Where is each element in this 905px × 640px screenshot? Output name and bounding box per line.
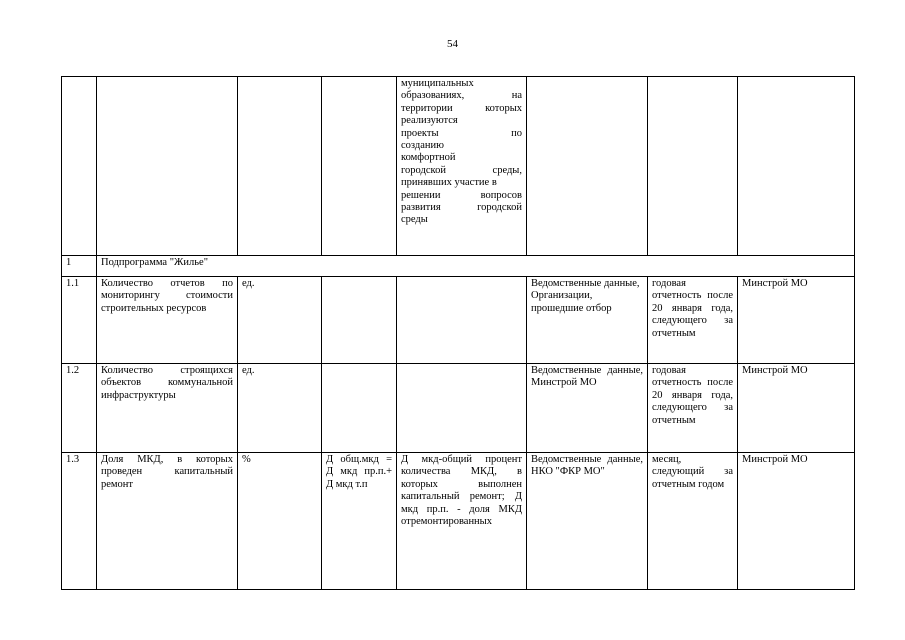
cell-unit: [238, 77, 322, 256]
text-line: образованиях, на: [401, 90, 522, 102]
table-row: [62, 453, 855, 590]
table-row: [62, 277, 855, 364]
row-responsible: Минстрой МО: [738, 453, 855, 590]
row-unit: ед.: [238, 277, 322, 364]
row-source: Ведомственные данные, Минстрой МО: [527, 364, 648, 453]
cell-responsible: [738, 77, 855, 256]
cell-number: [62, 77, 97, 256]
row-period: годовая отчетность после 20 января года, следующего за отчетным: [648, 364, 738, 453]
text-line: комфортной: [401, 152, 456, 164]
row-responsible: Минстрой МО: [738, 277, 855, 364]
cell-formula-notes: [397, 77, 527, 256]
text-line: решении вопросов: [401, 189, 522, 201]
row-formula-notes: [397, 277, 527, 364]
row-number: 1.3: [62, 453, 97, 590]
text-line: муниципальных: [401, 78, 474, 89]
text-line: реализуются: [401, 115, 458, 127]
text-line: территории которых: [401, 102, 522, 114]
row-name: Доля МКД, в которых проведен капитальный ремонт: [97, 453, 238, 590]
continuation-row: [62, 77, 855, 256]
table-row: [62, 364, 855, 453]
text-line: среды: [401, 214, 428, 226]
row-formula: [322, 277, 397, 364]
row-formula: [322, 364, 397, 453]
cell-name: [97, 77, 238, 256]
text-line: созданию: [401, 140, 444, 152]
row-formula-notes: Д мкд-общий процент количества МКД, в которых выполнен капитальный ремонт; Д мкд пр.п. - доля МКД отремонтированных: [397, 453, 527, 590]
section-title: Подпрограмма "Жилье": [97, 256, 855, 277]
row-name: Количество строящихся объектов коммунальной инфраструктуры: [97, 364, 238, 453]
row-responsible: Минстрой МО: [738, 364, 855, 453]
indicators-table: [61, 76, 855, 590]
section-row: [62, 256, 855, 277]
section-number: 1: [62, 256, 97, 277]
row-unit: %: [238, 453, 322, 590]
row-number: 1.1: [62, 277, 97, 364]
row-period: годовая отчетность после 20 января года, следующего за отчетным: [648, 277, 738, 364]
row-formula: Д общ.мкд = Д мкд пр.п.+ Д мкд т.п: [322, 453, 397, 590]
row-period: месяц, следующий за отчетным годом: [648, 453, 738, 590]
text-line: развития городской: [401, 202, 522, 214]
page-number: 54: [447, 38, 458, 50]
row-source: Ведомственные данные, Организации, прошедшие отбор: [527, 277, 648, 364]
row-unit: ед.: [238, 364, 322, 453]
text-line: городской среды,: [401, 164, 522, 176]
cell-formula: [322, 77, 397, 256]
row-source: Ведомственные данные, НКО "ФКР МО": [527, 453, 648, 590]
row-name: Количество отчетов по мониторингу стоимости строительных ресурсов: [97, 277, 238, 364]
row-number: 1.2: [62, 364, 97, 453]
text-line: принявших участие в: [401, 177, 497, 189]
row-formula-notes: [397, 364, 527, 453]
cell-period: [648, 77, 738, 256]
text-line: проекты по: [401, 127, 522, 139]
cell-source: [527, 77, 648, 256]
